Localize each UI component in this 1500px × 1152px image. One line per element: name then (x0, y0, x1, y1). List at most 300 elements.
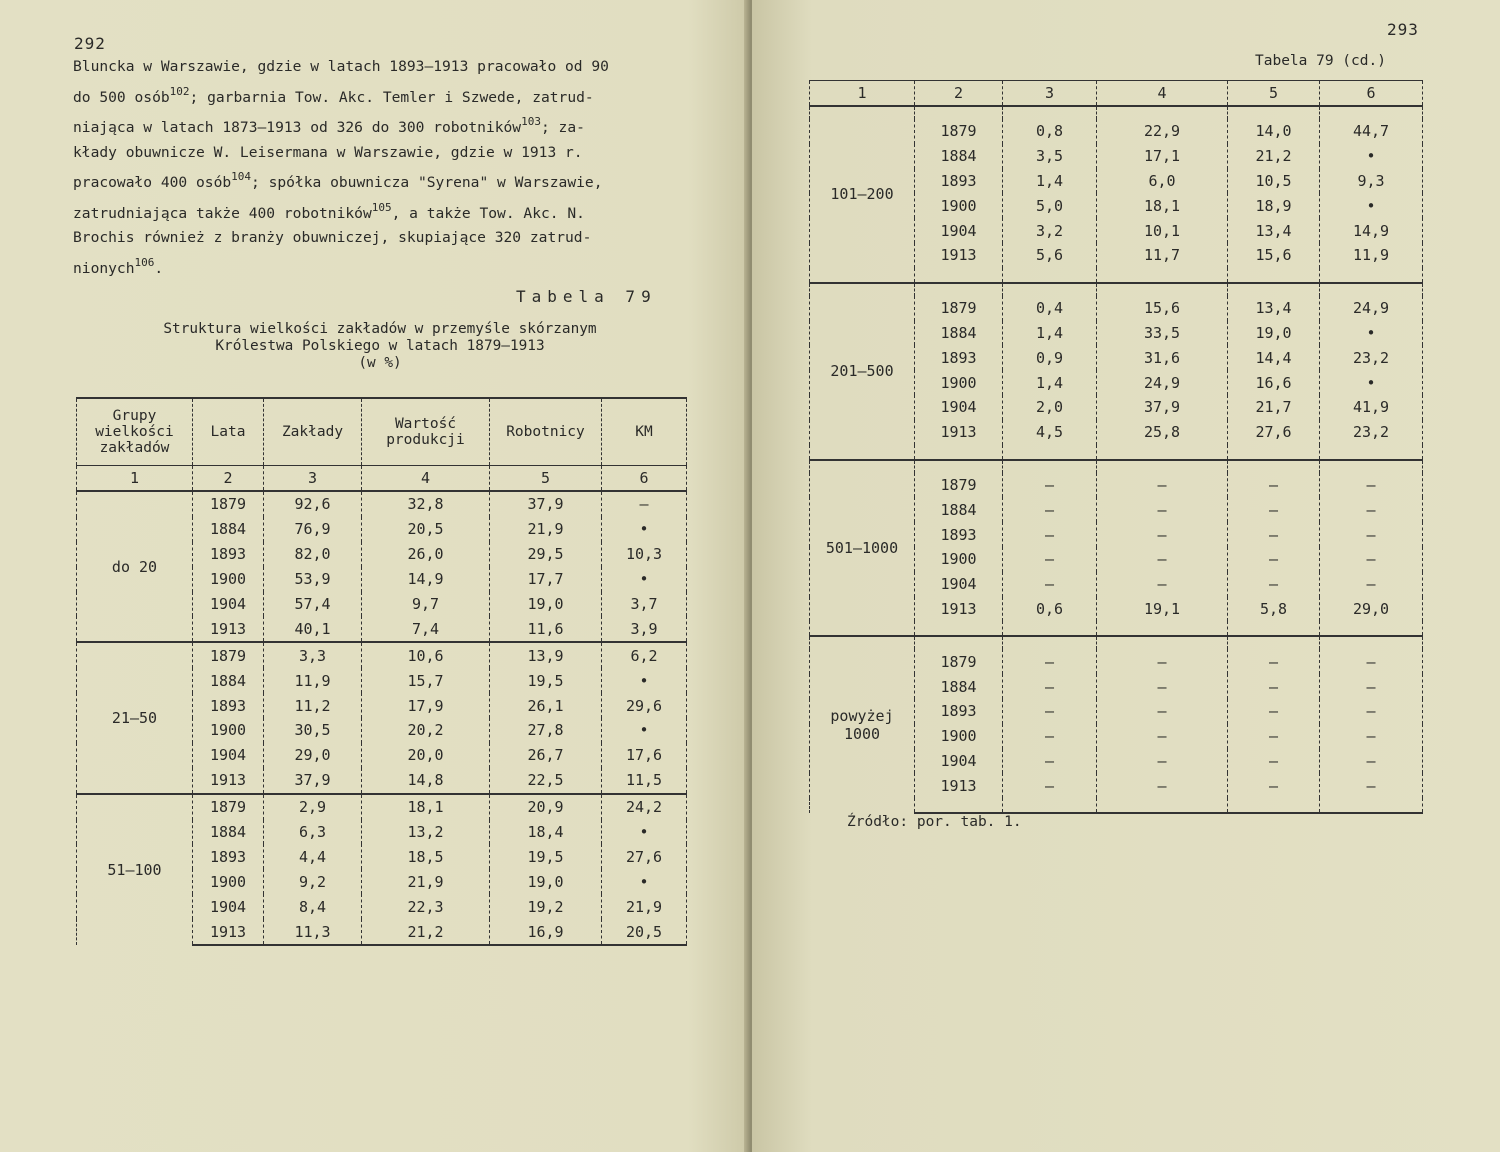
value-cell: • (1320, 370, 1423, 395)
value-cell: – (1097, 674, 1228, 699)
page-number: 293 (1387, 20, 1419, 39)
value-cell: 0,4 (1003, 296, 1097, 321)
value-cell: – (1003, 674, 1097, 699)
line-text: , a także Tow. Akc. N. (391, 204, 585, 222)
year-cell: 1900 (915, 547, 1003, 572)
value-cell: 29,5 (490, 542, 602, 567)
spacer-cell (1097, 798, 1228, 813)
value-cell: 18,5 (362, 844, 490, 869)
value-cell: 4,4 (264, 844, 362, 869)
year-cell: 1879 (915, 296, 1003, 321)
value-cell: 11,9 (264, 668, 362, 693)
value-cell: – (1097, 547, 1228, 572)
spacer-cell (915, 798, 1003, 813)
value-cell: – (1003, 773, 1097, 798)
spacer-cell (1320, 621, 1423, 636)
value-cell: – (1228, 724, 1320, 749)
value-cell: 3,9 (602, 616, 687, 642)
table-continuation-label: Tabela 79 (cd.) (1255, 53, 1386, 69)
value-cell: • (602, 517, 687, 542)
value-cell: 32,8 (362, 491, 490, 517)
year-cell: 1900 (915, 193, 1003, 218)
value-cell: 6,2 (602, 642, 687, 668)
size-group-label: 101–200 (810, 106, 915, 283)
spacer-cell (915, 460, 1003, 473)
footnote-ref: 104 (231, 170, 252, 183)
value-cell: – (1228, 749, 1320, 774)
line-text: . (154, 259, 164, 277)
value-cell: 5,8 (1228, 597, 1320, 622)
value-cell: 19,5 (490, 668, 602, 693)
value-cell: 31,6 (1097, 345, 1228, 370)
value-cell: 27,8 (490, 718, 602, 743)
value-cell: – (1320, 497, 1423, 522)
value-cell: – (1097, 699, 1228, 724)
value-cell: • (1320, 193, 1423, 218)
value-cell: 21,2 (362, 919, 490, 945)
line-text: nionych (73, 259, 135, 277)
value-cell: 11,3 (264, 919, 362, 945)
value-cell: 6,0 (1097, 169, 1228, 194)
value-cell: 27,6 (602, 844, 687, 869)
year-cell: 1913 (193, 919, 264, 945)
value-cell: 19,5 (490, 844, 602, 869)
value-cell: 29,6 (602, 693, 687, 718)
table-row (77, 642, 687, 668)
value-cell: 18,4 (490, 820, 602, 845)
value-cell: 6,3 (264, 820, 362, 845)
value-cell: 9,7 (362, 592, 490, 617)
spacer-cell (1097, 445, 1228, 460)
spacer-cell (1003, 283, 1097, 296)
text-line (73, 110, 698, 141)
spacer-cell (915, 621, 1003, 636)
year-cell: 1900 (915, 370, 1003, 395)
spacer-cell (1097, 106, 1228, 119)
value-cell: – (1003, 572, 1097, 597)
spacer-cell (915, 106, 1003, 119)
value-cell: – (1320, 773, 1423, 798)
value-cell: 10,1 (1097, 218, 1228, 243)
year-cell: 1879 (915, 649, 1003, 674)
value-cell: – (1320, 649, 1423, 674)
column-number: 3 (1003, 81, 1097, 107)
year-cell: 1900 (915, 724, 1003, 749)
year-cell: 1879 (915, 119, 1003, 144)
column-number: 2 (193, 466, 264, 492)
value-cell: 21,9 (490, 517, 602, 542)
value-cell: 16,6 (1228, 370, 1320, 395)
spacer-cell (915, 636, 1003, 649)
value-cell: 17,6 (602, 743, 687, 768)
value-cell: 37,9 (264, 768, 362, 794)
size-group-label: 21–50 (77, 642, 193, 793)
value-cell: • (602, 869, 687, 894)
page-number: 292 (74, 34, 106, 53)
value-cell: 20,9 (490, 794, 602, 820)
line-text: ; spółka obuwnicza "Syrena" w Warszawie, (251, 174, 603, 191)
value-cell: 22,5 (490, 768, 602, 794)
footnote-ref: 105 (371, 200, 392, 214)
column-number: 5 (490, 466, 602, 492)
value-cell: • (602, 567, 687, 592)
value-cell: • (1320, 144, 1423, 169)
value-cell: – (1320, 699, 1423, 724)
value-cell: 20,0 (362, 743, 490, 768)
value-cell: 25,8 (1097, 420, 1228, 445)
year-cell: 1893 (915, 699, 1003, 724)
value-cell: 26,7 (490, 743, 602, 768)
value-cell: • (1320, 321, 1423, 346)
value-cell: – (1228, 522, 1320, 547)
spacer-cell (1003, 636, 1097, 649)
value-cell: – (1320, 724, 1423, 749)
table-label: Tabela 79 (516, 287, 657, 306)
spacer-cell (1320, 798, 1423, 813)
value-cell: 18,1 (362, 794, 490, 820)
value-cell: – (1228, 773, 1320, 798)
value-cell: – (1320, 522, 1423, 547)
year-cell: 1893 (915, 345, 1003, 370)
text-line (73, 55, 698, 80)
value-cell: – (1003, 522, 1097, 547)
year-cell: 1913 (915, 420, 1003, 445)
year-cell: 1904 (915, 572, 1003, 597)
spacer-cell (1003, 621, 1097, 636)
column-number-row (77, 466, 687, 492)
value-cell: 17,1 (1097, 144, 1228, 169)
column-number: 4 (362, 466, 490, 492)
value-cell: 0,6 (1003, 597, 1097, 622)
value-cell: 10,5 (1228, 169, 1320, 194)
value-cell: 44,7 (1320, 119, 1423, 144)
value-cell: 11,5 (602, 768, 687, 794)
year-cell: 1893 (915, 522, 1003, 547)
value-cell: 41,9 (1320, 395, 1423, 420)
year-cell: 1893 (915, 169, 1003, 194)
year-cell: 1884 (193, 668, 264, 693)
value-cell: – (1097, 773, 1228, 798)
value-cell: 29,0 (264, 743, 362, 768)
spacer-cell (915, 445, 1003, 460)
value-cell: 92,6 (264, 491, 362, 517)
header-row (77, 398, 687, 466)
spacer-cell (915, 268, 1003, 283)
value-cell: 82,0 (264, 542, 362, 567)
value-cell: – (1320, 572, 1423, 597)
year-cell: 1879 (193, 794, 264, 820)
value-cell: 3,5 (1003, 144, 1097, 169)
value-cell: – (1003, 547, 1097, 572)
spacer-cell (1320, 445, 1423, 460)
value-cell: – (1320, 547, 1423, 572)
spacer-cell (1228, 268, 1320, 283)
value-cell: 9,2 (264, 869, 362, 894)
spacer-cell (1097, 283, 1228, 296)
year-cell: 1884 (193, 517, 264, 542)
year-cell: 1904 (193, 894, 264, 919)
value-cell: – (1228, 473, 1320, 498)
value-cell: – (1097, 572, 1228, 597)
year-cell: 1904 (915, 749, 1003, 774)
line-text: niająca w latach 1873–1913 od 326 do 300 robotników (73, 119, 522, 136)
value-cell: 37,9 (490, 491, 602, 517)
value-cell: – (1320, 749, 1423, 774)
value-cell: 11,6 (490, 616, 602, 642)
value-cell: 14,4 (1228, 345, 1320, 370)
value-cell: 22,9 (1097, 119, 1228, 144)
caption-line: Królestwa Polskiego w latach 1879–1913 (215, 338, 545, 354)
value-cell: 5,6 (1003, 243, 1097, 268)
text-line (73, 251, 698, 282)
value-cell: 23,2 (1320, 420, 1423, 445)
value-cell: – (1003, 473, 1097, 498)
body-paragraph (73, 55, 698, 281)
year-cell: 1900 (193, 567, 264, 592)
value-cell: 10,3 (602, 542, 687, 567)
spacer-cell (1097, 268, 1228, 283)
line-text: Brochis również z branży obuwniczej, skupiające 320 zatrud- (73, 229, 592, 246)
value-cell: 11,7 (1097, 243, 1228, 268)
spacer-cell (1097, 460, 1228, 473)
caption-line: Struktura wielkości zakładów w przemyśle skórzanym (163, 321, 597, 337)
year-cell: 1879 (915, 473, 1003, 498)
value-cell: 21,9 (362, 869, 490, 894)
value-cell: 21,7 (1228, 395, 1320, 420)
value-cell: 26,1 (490, 693, 602, 718)
spacer-cell (1003, 798, 1097, 813)
value-cell: 13,2 (362, 820, 490, 845)
column-number: 1 (810, 81, 915, 107)
column-number: 1 (77, 466, 193, 492)
group-spacer-row (810, 460, 1423, 473)
year-cell: 1913 (193, 616, 264, 642)
spacer-cell (1228, 621, 1320, 636)
year-cell: 1879 (193, 491, 264, 517)
year-cell: 1900 (193, 869, 264, 894)
table-caption (110, 321, 650, 372)
year-cell: 1893 (193, 693, 264, 718)
footnote-ref: 106 (134, 255, 155, 269)
spacer-cell (1097, 636, 1228, 649)
value-cell: 16,9 (490, 919, 602, 945)
text-line (73, 141, 698, 166)
value-cell: 19,2 (490, 894, 602, 919)
year-cell: 1884 (915, 497, 1003, 522)
year-cell: 1913 (915, 597, 1003, 622)
spacer-cell (1228, 445, 1320, 460)
value-cell: 57,4 (264, 592, 362, 617)
year-cell: 1904 (915, 218, 1003, 243)
value-cell: 30,5 (264, 718, 362, 743)
value-cell: – (1097, 724, 1228, 749)
value-cell: 14,0 (1228, 119, 1320, 144)
column-number: 6 (602, 466, 687, 492)
value-cell: 5,0 (1003, 193, 1097, 218)
line-text: pracowało 400 osób (73, 174, 232, 191)
value-cell: 17,7 (490, 567, 602, 592)
size-group-label: 51–100 (77, 794, 193, 945)
text-line (73, 80, 698, 111)
value-cell: 21,9 (602, 894, 687, 919)
value-cell: 10,6 (362, 642, 490, 668)
value-cell: 9,3 (1320, 169, 1423, 194)
spacer-cell (1320, 283, 1423, 296)
value-cell: – (1228, 547, 1320, 572)
year-cell: 1884 (915, 321, 1003, 346)
line-text: do 500 osób (73, 88, 170, 106)
spacer-cell (1320, 268, 1423, 283)
value-cell: 19,0 (490, 869, 602, 894)
column-number: 4 (1097, 81, 1228, 107)
spacer-cell (1228, 460, 1320, 473)
column-number: 2 (915, 81, 1003, 107)
size-group-label: 201–500 (810, 283, 915, 460)
value-cell: 13,9 (490, 642, 602, 668)
spacer-cell (1003, 268, 1097, 283)
value-cell: 1,4 (1003, 169, 1097, 194)
value-cell: 33,5 (1097, 321, 1228, 346)
footnote-ref: 103 (521, 115, 541, 128)
value-cell: 14,8 (362, 768, 490, 794)
value-cell: 15,6 (1097, 296, 1228, 321)
group-spacer-row (810, 106, 1423, 119)
value-cell: 14,9 (1320, 218, 1423, 243)
year-cell: 1879 (193, 642, 264, 668)
spacer-cell (1228, 283, 1320, 296)
value-cell: – (1003, 699, 1097, 724)
value-cell: 1,4 (1003, 321, 1097, 346)
column-header: KM (602, 398, 687, 466)
value-cell: – (1228, 674, 1320, 699)
value-cell: 1,4 (1003, 370, 1097, 395)
year-cell: 1913 (915, 243, 1003, 268)
value-cell: 18,1 (1097, 193, 1228, 218)
value-cell: 15,7 (362, 668, 490, 693)
column-number: 5 (1228, 81, 1320, 107)
footnote-ref: 102 (169, 84, 190, 98)
year-cell: 1904 (193, 592, 264, 617)
column-header: Zakłady (264, 398, 362, 466)
value-cell: – (1097, 473, 1228, 498)
data-table-continued (809, 80, 1423, 814)
size-group-label: 501–1000 (810, 460, 915, 637)
column-number: 6 (1320, 81, 1423, 107)
value-cell: 24,2 (602, 794, 687, 820)
year-cell: 1913 (915, 773, 1003, 798)
value-cell: – (1003, 724, 1097, 749)
value-cell: 23,2 (1320, 345, 1423, 370)
value-cell: 13,4 (1228, 218, 1320, 243)
spacer-cell (1003, 445, 1097, 460)
spacer-cell (1320, 460, 1423, 473)
value-cell: 18,9 (1228, 193, 1320, 218)
value-cell: • (602, 820, 687, 845)
spacer-cell (1320, 106, 1423, 119)
line-text: Bluncka w Warszawie, gdzie w latach 1893–1913 pracowało od 90 (73, 58, 609, 75)
column-number-row (810, 81, 1423, 107)
value-cell: – (1097, 522, 1228, 547)
source-note: Źródło: por. tab. 1. (847, 814, 1022, 830)
value-cell: 29,0 (1320, 597, 1423, 622)
line-text: ; garbarnia Tow. Akc. Temler i Szwede, zatrud- (189, 88, 594, 106)
value-cell: 3,2 (1003, 218, 1097, 243)
text-line (73, 196, 698, 227)
value-cell: 21,2 (1228, 144, 1320, 169)
line-text: kłady obuwnicze W. Leisermana w Warszawie, gdzie w 1913 r. (73, 143, 583, 161)
size-group-label: powyżej 1000 (810, 636, 915, 813)
value-cell: – (1097, 497, 1228, 522)
table-row (77, 491, 687, 517)
value-cell: 53,9 (264, 567, 362, 592)
value-cell: 2,9 (264, 794, 362, 820)
value-cell: – (1097, 749, 1228, 774)
spacer-cell (1097, 621, 1228, 636)
value-cell: • (602, 718, 687, 743)
column-header: Wartość produkcji (362, 398, 490, 466)
value-cell: – (1228, 497, 1320, 522)
value-cell: – (1320, 674, 1423, 699)
column-header: Lata (193, 398, 264, 466)
value-cell: – (1228, 649, 1320, 674)
year-cell: 1893 (193, 844, 264, 869)
value-cell: 11,9 (1320, 243, 1423, 268)
column-number: 3 (264, 466, 362, 492)
value-cell: 13,4 (1228, 296, 1320, 321)
year-cell: 1884 (193, 820, 264, 845)
text-line (73, 226, 698, 251)
column-header: Grupy wielkości zakładów (77, 398, 193, 466)
value-cell: 17,9 (362, 693, 490, 718)
value-cell: – (1228, 572, 1320, 597)
spacer-cell (1228, 106, 1320, 119)
table-row (77, 794, 687, 820)
spacer-cell (915, 283, 1003, 296)
value-cell: 14,9 (362, 567, 490, 592)
value-cell: 76,9 (264, 517, 362, 542)
value-cell: • (602, 668, 687, 693)
line-text: ; za- (540, 119, 585, 136)
value-cell: 22,3 (362, 894, 490, 919)
year-cell: 1900 (193, 718, 264, 743)
value-cell: 20,2 (362, 718, 490, 743)
year-cell: 1893 (193, 542, 264, 567)
value-cell: 0,8 (1003, 119, 1097, 144)
spacer-cell (1228, 636, 1320, 649)
value-cell: 11,2 (264, 693, 362, 718)
value-cell: 24,9 (1097, 370, 1228, 395)
value-cell: 8,4 (264, 894, 362, 919)
value-cell: 4,5 (1003, 420, 1097, 445)
value-cell: – (1097, 649, 1228, 674)
year-cell: 1913 (193, 768, 264, 794)
value-cell: – (1003, 649, 1097, 674)
spacer-cell (1228, 798, 1320, 813)
group-spacer-row (810, 636, 1423, 649)
value-cell: – (1003, 749, 1097, 774)
column-header: Robotnicy (490, 398, 602, 466)
value-cell: 3,7 (602, 592, 687, 617)
value-cell: 40,1 (264, 616, 362, 642)
value-cell: 15,6 (1228, 243, 1320, 268)
size-group-label: do 20 (77, 491, 193, 642)
value-cell: 7,4 (362, 616, 490, 642)
caption-line: (w %) (358, 355, 402, 371)
value-cell: 20,5 (362, 517, 490, 542)
value-cell: 19,0 (1228, 321, 1320, 346)
value-cell: 0,9 (1003, 345, 1097, 370)
year-cell: 1884 (915, 674, 1003, 699)
